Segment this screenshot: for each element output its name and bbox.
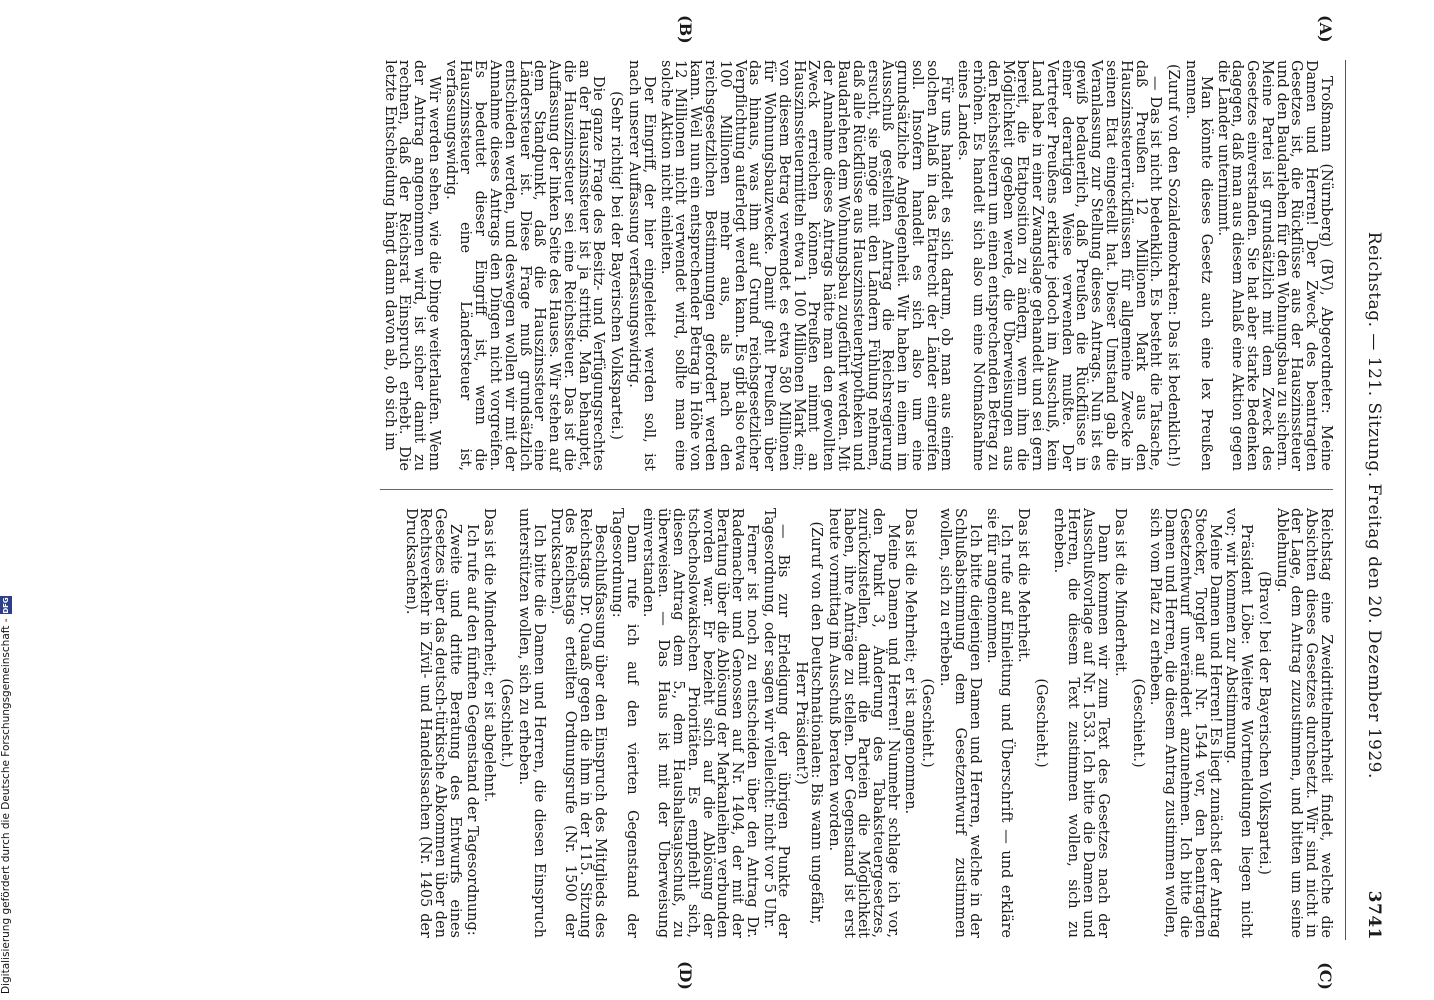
margin-marker-c: (C) <box>1316 962 1335 990</box>
right-column-paragraph: Ich rufe auf den fünften Gegenstand der Tagesordnung: <box>463 524 480 936</box>
margin-marker-b: (B) <box>676 15 695 44</box>
left-column-paragraph: Wir werden sehen, wie die Dinge weiterlaufen. Wenn der Antrag angenommen wird, ist sicher damit zu rechnen, daß der Reichsrat Einspruch erhebt. Die letzte Entscheidung hängt dann davon ab, ob sich im <box>381 60 442 471</box>
left-column-paragraph: Der Eingriff, der hier eingeleitet werden soll, ist nach unserer Auffassung verfassungswidrig. <box>626 60 657 471</box>
left-column-paragraph: Troßmann (Nürnberg) (BV), Abgeordneter: Meine Damen und Herren! Der Zweck des beantragten Gesetzes ist, die Rückflüsse aus der Hauszinssteuer und den Baudarlehen für den Wohnungsbau zu sichern. Meine Partei ist grundsätzlich mit dem Zweck des Gesetzes einverstanden. Sie hat aber starke Bedenken dagegen, daß man aus diesem Anlaß eine Aktion gegen die Länder unternimmt. <box>1214 60 1334 471</box>
right-column-paragraph: Reichstag eine Zweidrittelmehrheit findet, welche die Absichten dieses Gesetzes durchsetzt. Wir sind nicht in der Lage, dem Antrag zuzustimmen, und bitten um seine Ablehnung. <box>1273 508 1334 938</box>
left-column-paragraph: Man könnte dieses Gesetz auch eine lex Preußen nennen. <box>1182 60 1214 471</box>
header-title: Reichstag. — 121. Sitzung. Freitag den 20. Dezember 1929. <box>1364 231 1384 779</box>
right-column-paragraph: Ich rufe auf Einleitung und Überschrift — und erkläre sie für angenommen. <box>983 508 1015 938</box>
right-column-paragraph: (Bravo! bei der Bayerischen Volkspartei.) <box>1255 571 1272 875</box>
right-column-paragraph: Ich bitte die Damen und Herren, die diesen Einspruch unterstützen wollen, sich zu erheben. <box>516 508 547 938</box>
margin-marker-a: (A) <box>1316 15 1335 43</box>
right-column-paragraph: — Bis zur Erledigung der übrigen Punkte der Tagesordnung, oder sagen wir vielleicht: nicht vor 5 Uhr. <box>760 508 792 938</box>
left-column-paragraph: Die ganze Frage des Besitz- und Verfügungsrechtes an der Hauszinssteuer ist ja strittig. Man behauptet, die Hauszinssteuer sei eine Reichssteuer. Das ist die Auffassung der linken Seite des Hauses. Wir stehen auf dem Standpunkt, daß die Hauszinssteuer eine Ländersteuer ist. Diese Frage muß grundsätzlich entschieden werden, und deswegen wollen wir mit der Annahme dieses Antrags den Dingen nicht vorgreifen. Es bedeutet dieser Eingriff ist, wenn die Hauszinssteuer eine Ländersteuer ist, verfassungswidrig. <box>442 60 607 471</box>
left-column-paragraph: (Sehr richtig! bei der Bayerischen Volkspartei.) <box>608 91 625 440</box>
left-column-paragraph: (Zuruf von den Sozialdemokraten: Das ist bedenklich!) <box>1165 63 1182 468</box>
right-column-paragraph: Zweite und dritte Beratung des Entwurfs eines Gesetzes über das deutsch-türkische Abkommen über den Rechtsverkehr in Zivil- und Handelssachen (Nr. 1405 der Drucksachen). <box>402 508 464 938</box>
right-column-paragraph: (Geschieht.) <box>1032 678 1049 768</box>
credit-text: Digitalisierung gefördert durch die Deutsche Forschungsgemeinschaft - <box>0 618 12 994</box>
right-column-paragraph: Das ist die Mehrheit; er ist angenommen. <box>901 508 918 815</box>
left-column-paragraph: Für uns handelt es sich darum, ob man aus einem solchen Anlaß in das Etatrecht der Länder eingreifen soll. Insofern handelt es sich also um eine grundsätzliche Angelegenheit. Wir haben in einem im Ausschuß gestellten Antrag die Reichsregierung ersucht, sie möge mit den Ländern Fühlung nehmen, daß alle Rückflüsse aus Hauszinssteuerhypotheken und Baudarlehen dem Wohnungsbau zugeführt werden. Mit der Annahme dieses Antrags hätte man den gewollten Zweck erreichen können. Preußen nimmt an Hauszinssteuermitteln etwa 1 100 Millionen Mark ein; von diesem Betrag verwendet es etwa 580 Millionen für Wohnungsbauzwecke. Damit geht Preußen über das hinaus, was ihm auf Grund reichsgesetzlicher Verpflichtung auferlegt werden kann. Es gibt also etwa 100 Millionen mehr aus, als nach den reichsgesetzlichen Bestimmungen gefordert werden kann. Weil nun ein entsprechender Betrag in Höhe von 12 Millionen nicht verwendet wird, sollte man eine solche Aktion nicht einleiten. <box>657 60 955 471</box>
right-column-paragraph: (Geschieht.) <box>1129 678 1146 768</box>
right-column-paragraph: Präsident Löbe: Weitere Wortmeldungen liegen nicht vor; wir kommen zur Abstimmung. <box>1223 508 1255 938</box>
right-column-paragraph: Das ist die Mehrheit. <box>1015 508 1032 663</box>
right-column-paragraph: Meine Damen und Herren! Es liegt zunächst der Antrag Stoecker, Torgler auf Nr. 1544 vor, den beantragten Gesetzentwurf unverändert anzunehmen. Ich bitte die Damen und Herren, die diesem Antrag zustimmen wollen, sich vom Platz zu erheben. <box>1147 508 1223 938</box>
right-column-paragraph: Das ist die Minderheit. <box>1111 508 1128 677</box>
text-columns <box>380 15 1335 990</box>
left-column <box>380 60 1333 490</box>
dfg-logo: DFG <box>2 597 10 614</box>
right-column-paragraph: Beschlußfassung über den Einspruch des Mitglieds des Reichstags Dr. Quaaß gegen die ihm in der 115. Sitzung des Reichstags erteilten Ordnungsrufe (Nr. 1500 der Drucksachen). <box>547 508 609 938</box>
margin-marker-d: (D) <box>676 960 695 990</box>
right-column <box>380 508 1333 938</box>
digitization-credit <box>0 596 12 1000</box>
page-header <box>1345 60 1382 940</box>
right-column-paragraph: Dann kommen wir zum Text des Gesetzes nach der Ausschußvorlage auf Nr. 1533. Ich bitte die Damen und Herren, die diesem Text zustimmen wollen, sich zu erheben. <box>1050 508 1112 938</box>
right-column-paragraph: (Zuruf von den Deutschnationalen: Bis wann ungefähr, Herr Präsident?) <box>793 521 824 925</box>
right-column-paragraph: Das ist die Minderheit; er ist abgelehnt. <box>480 508 497 803</box>
left-column-paragraph: — Das ist nicht bedenklich. Es besteht die Tatsache, daß Preußen 12 Millionen Mark aus den Hauszinssteuerrückflüssen für allgemeine Zwecke in seinen Etat eingestellt hat. Dieser Umstand gab die Veranlassung zur Stellung dieses Antrags. Nun ist es gewiß bedauerlich, daß Preußen die Rückflüsse in einer derartigen Weise verwenden mußte. Der Vertreter Preußens erklärte jedoch im Ausschuß, kein Land habe in einer Zwangslage gehandelt und sei gern bereit, die Etatposition zu ändern, wenn ihm die Möglichkeit gegeben werde, die Überweisungen aus den Reichssteuern um einen entsprechenden Betrag zu erhöhen. Es handelt sich also um eine Notmaßnahme eines Landes. <box>955 60 1164 471</box>
right-column-paragraph: (Geschieht.) <box>498 678 515 768</box>
right-column-paragraph: Ich bitte diejenigen Damen und Herren, welche in der Schlußabstimmung dem Gesetzentwurf zustimmen wollen, sich zu erheben. <box>937 508 983 938</box>
right-column-paragraph: (Geschieht.) <box>919 678 936 768</box>
right-column-paragraph: Dann rufe ich auf den vierten Gegenstand der Tagesordnung: <box>608 508 640 938</box>
right-column-paragraph: Ferner ist noch zu entscheiden über den Antrag Dr. Rademacher und Genossen auf Nr. 1404, der mit der Beratung über die Ablösung der Markanleihen verbunden worden war. Er bezieht sich auf die Ablösung der tschechoslowakischen Prioritäten. Es empfiehlt sich, diesen Antrag dem 5., dem Haushaltsausschuß, zu überweisen. — Das Haus ist mit der Überweisung einverstanden. <box>640 508 760 938</box>
right-column-paragraph: Meine Damen und Herren! Nunmehr schlage ich vor, den Punkt 3, Änderung des Tabaksteuergesetzes, zurückzustellen, damit die Parteien die Möglichkeit haben, ihre Anträge zu stellen. Der Gegenstand ist erst heute vormittag im Ausschuß beraten worden. <box>825 508 901 938</box>
page-number: 3741 <box>1364 890 1384 940</box>
